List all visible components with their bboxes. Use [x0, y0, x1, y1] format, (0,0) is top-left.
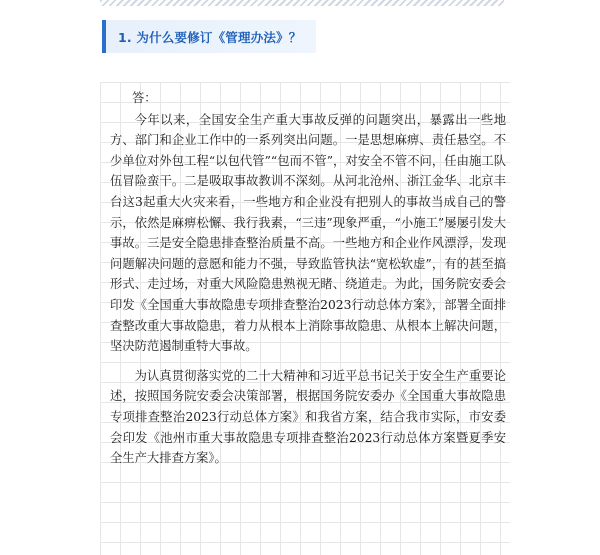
answer-paragraph-2: 为认真贯彻落实党的二十大精神和习近平总书记关于安全生产重要论述，按照国务院安委会决策部署，根据国务院安委办《全国重大事故隐患专项排查整治2023行动总体方案》和我省方案，结合我市实际，市安委会印发《池州市重大事故隐患专项排查整治2023行动总体方案暨夏季安全生产大排查方案》。: [110, 368, 506, 466]
answer-label: 答：: [132, 91, 157, 105]
section-heading-text: 1. 为什么要修订《管理办法》？: [118, 29, 302, 45]
top-divider: [100, 0, 504, 6]
section-heading: [102, 20, 316, 53]
answer-paragraph-1: 今年以来，全国安全生产重大事故反弹的问题突出，暴露出一些地方、部门和企业工作中的一系列突出问题。一是思想麻痹、责任悬空。不少单位对外包工程“以包代管”“包而不管”，对安全不管不问，任由施工队伍冒险蛮干。二是吸取事故教训不深刻。从河北沧州、浙江金华、北京丰台这3起重大火灾来看，一些地方和企业没有把别人的事故当成自己的警示，依然是麻痹松懈、我行我素，“三违”现象严重，“小施工”屡屡引发大事故。三是安全隐患排查整治质量不高。一些地方和企业作风漂浮，发现问题解决问题的意愿和能力不强，导致监管执法“宽松软虚”，有的甚至搞形式、走过场，对重大风险隐患熟视无睹、绕道走。为此，国务院安委会印发《全国重大事故隐患专项排查整治2023行动总体方案》，部署全面排查整改重大事故隐患，着力从根本上消除事故隐患、从根本上解决问题，坚决防范遏制重特大事故。: [110, 112, 506, 354]
answer-body: [110, 88, 506, 478]
